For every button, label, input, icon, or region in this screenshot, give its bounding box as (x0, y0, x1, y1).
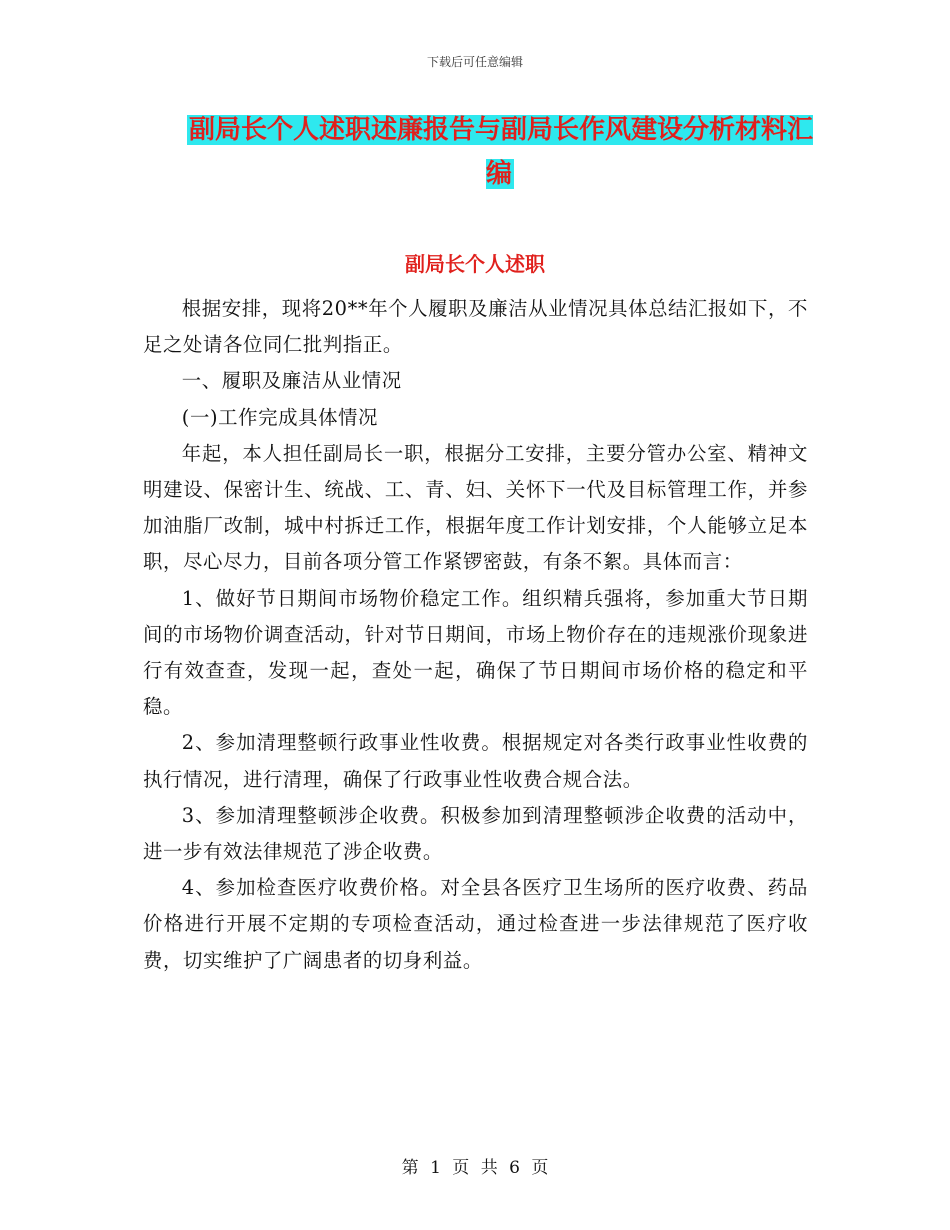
paragraph-intro: 根据安排，现将20**年个人履职及廉洁从业情况具体总结汇报如下，不足之处请各位同仁批判指正。 (143, 297, 808, 357)
paragraph-item-4: 4、参加检查医疗收费价格。对全县各医疗卫生场所的医疗收费、药品价格进行开展不定期的专项检查活动，通过检查进一步法律规范了医疗收费，切实维护了广阔患者的切身利益。 (143, 876, 808, 972)
document-title (185, 108, 815, 196)
paragraph-item-3: 3、参加清理整顿涉企收费。积极参加到清理整顿涉企收费的活动中，进一步有效法律规范了涉企收费。 (143, 803, 808, 864)
paragraph-overview: 年起，本人担任副局长一职，根据分工安排，主要分管办公室、精神文明建设、保密计生、统战、工、青、妇、关怀下一代及目标管理工作，并参加油脂厂改制，城中村拆迁工作，根据年度工作计划安排，个人能够立足本职，尽心尽力，目前各项分管工作紧锣密鼓，有条不絮。具体而言： (143, 441, 808, 574)
heading-level-2: (一)工作完成具体情况 (181, 405, 379, 429)
paragraph-item-1: 1、做好节日期间市场物价稳定工作。组织精兵强将，参加重大节日期间的市场物价调查活动，针对节日期间，市场上物价存在的违规涨价现象进行有效查查，发现一起，查处一起，确保了节日期间市场价格的稳定和平稳。 (143, 586, 808, 719)
section-title: 副局长个人述职 (405, 252, 545, 276)
header-note: 下载后可任意编辑 (426, 55, 523, 69)
paragraph-item-2: 2、参加清理整顿行政事业性收费。根据规定对各类行政事业性收费的执行情况，进行清理，确保了行政事业性收费合规合法。 (143, 731, 808, 791)
heading-level-1: 一、履职及廉洁从业情况 (181, 369, 402, 393)
page-number-footer: 第 1 页 共 6 页 (401, 1158, 549, 1178)
document-title-text: 副局长个人述职述廉报告与副局长作风建设分析材料汇编 (188, 115, 813, 189)
document-body (143, 291, 808, 979)
